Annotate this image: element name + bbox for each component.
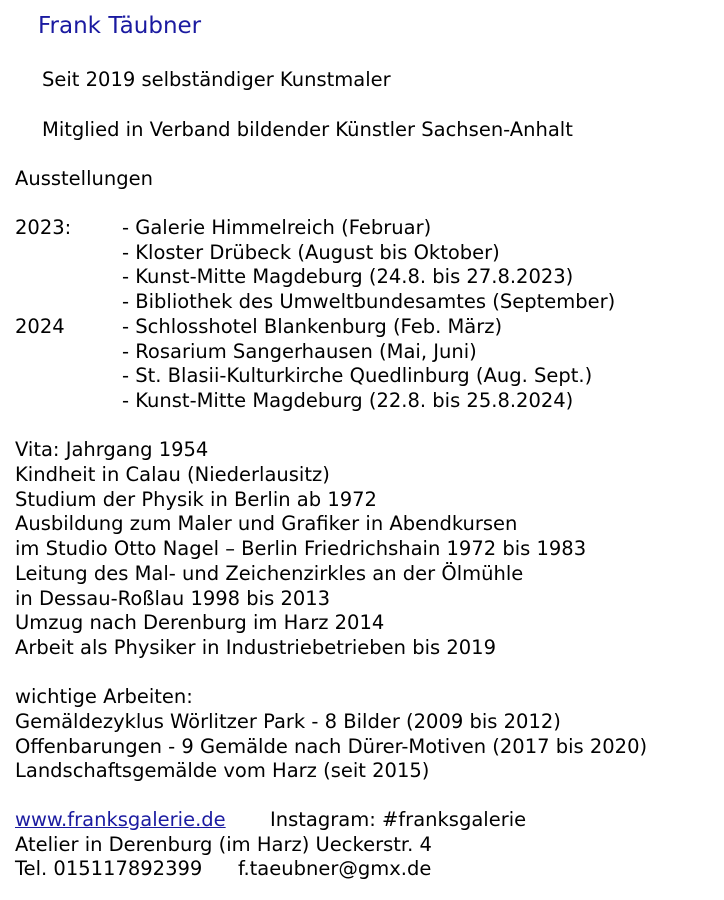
- works-heading: wichtige Arbeiten:: [15, 685, 193, 708]
- vita-line: Vita: Jahrgang 1954: [15, 438, 209, 461]
- vita-line: Kindheit in Calau (Niederlausitz): [15, 463, 330, 486]
- exhibition-item: - Kunst-Mitte Magdeburg (24.8. bis 27.8.2023): [122, 265, 574, 289]
- vita-line: Studium der Physik in Berlin ab 1972: [15, 488, 377, 511]
- vita-line: Arbeit als Physiker in Industriebetrieben bis 2019: [15, 636, 496, 659]
- exhibition-year-2023: 2023:: [15, 216, 72, 239]
- intro-membership: Mitglied in Verband bildender Künstler Sachsen-Anhalt: [42, 118, 573, 141]
- atelier-address: Atelier in Derenburg (im Harz) Ueckerstr. 4: [15, 833, 432, 856]
- website-link[interactable]: www.franksgalerie.de: [15, 808, 226, 831]
- exhibition-item: - Galerie Himmelreich (Februar): [122, 216, 432, 239]
- vita-line: Ausbildung zum Maler und Grafiker in Abendkursen: [15, 512, 518, 535]
- phone-number: Tel. 015117892399: [15, 857, 203, 880]
- vita-line: im Studio Otto Nagel – Berlin Friedrichshain 1972 bis 1983: [15, 537, 587, 560]
- exhibition-item: - St. Blasii-Kulturkirche Quedlinburg (Aug. Sept.): [122, 364, 593, 388]
- intro-profession: Seit 2019 selbständiger Kunstmaler: [42, 68, 391, 91]
- instagram-handle: Instagram: #franksgalerie: [270, 808, 527, 831]
- exhibition-item: - Rosarium Sangerhausen (Mai, Juni): [122, 339, 477, 363]
- works-line: Offenbarungen - 9 Gemälde nach Dürer-Motiven (2017 bis 2020): [15, 735, 648, 758]
- exhibition-item: - Kunst-Mitte Magdeburg (22.8. bis 25.8.2024): [122, 388, 574, 412]
- exhibition-year-2024: 2024: [15, 315, 65, 338]
- exhibitions-heading: Ausstellungen: [15, 167, 153, 190]
- vita-line: Leitung des Mal- und Zeichenzirkles an der Ölmühle: [15, 562, 524, 585]
- exhibition-list: [122, 216, 615, 414]
- email-address: f.taeubner@gmx.de: [238, 857, 432, 880]
- works-line: Landschaftsgemälde vom Harz (seit 2015): [15, 759, 430, 782]
- vita-line: in Dessau-Roßlau 1998 bis 2013: [15, 587, 331, 610]
- artist-name: Frank Täubner: [38, 13, 202, 39]
- vita-line: Umzug nach Derenburg im Harz 2014: [15, 611, 385, 634]
- exhibition-item: - Bibliothek des Umweltbundesamtes (September): [122, 290, 616, 314]
- exhibition-item: - Kloster Drübeck (August bis Oktober): [122, 240, 500, 264]
- works-line: Gemäldezyklus Wörlitzer Park - 8 Bilder (2009 bis 2012): [15, 710, 561, 733]
- exhibition-item: - Schlosshotel Blankenburg (Feb. März): [122, 314, 503, 338]
